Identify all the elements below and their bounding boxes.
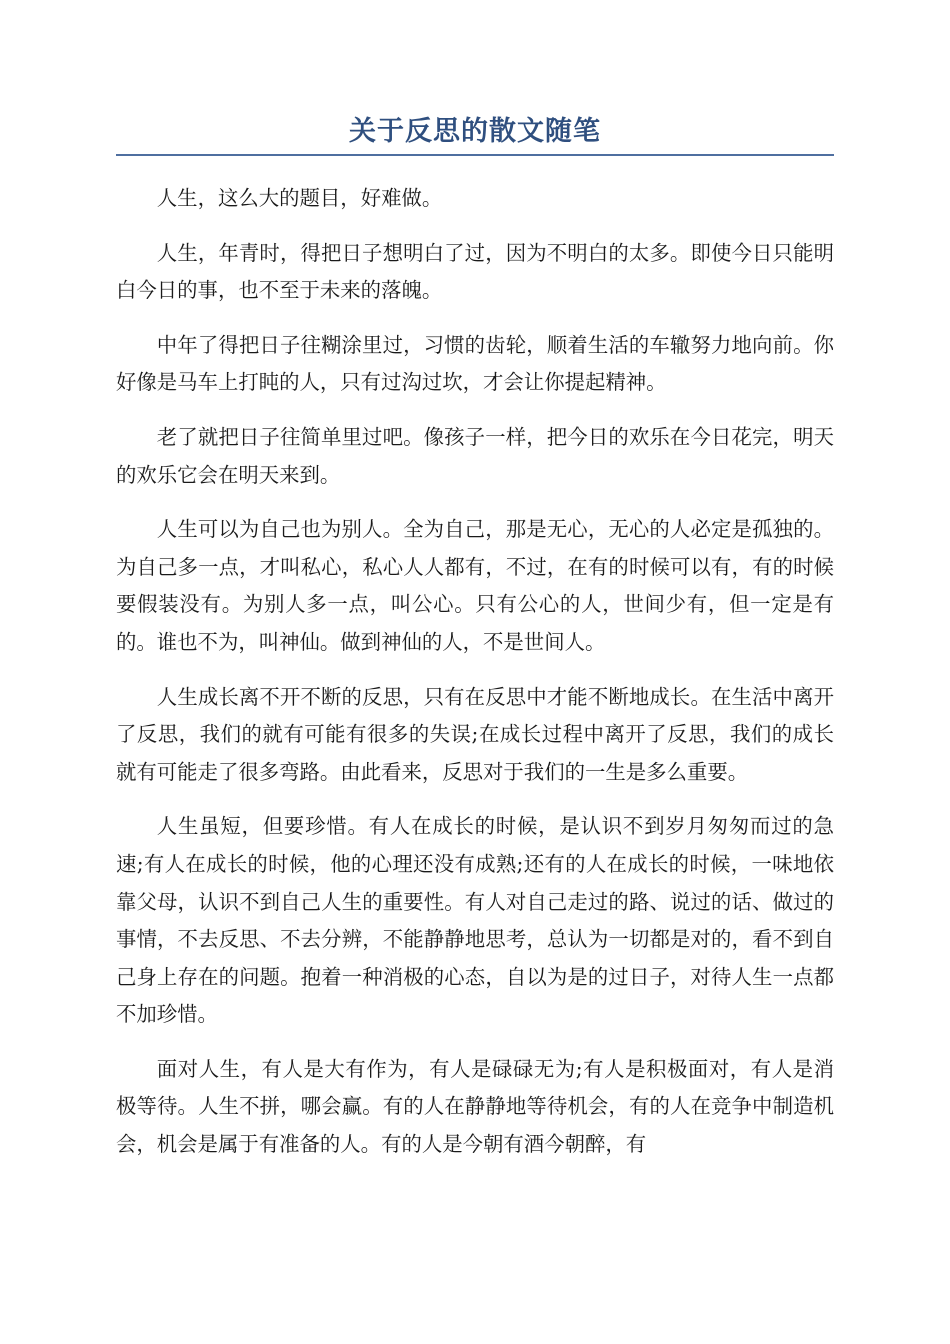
paragraph: 人生，这么大的题目，好难做。 bbox=[156, 186, 443, 210]
document-body bbox=[116, 180, 834, 1164]
paragraph: 人生，年青时，得把日子想明白了过，因为不明白的太多。即使今日只能明白今日的事，也不至于未来的落魄。 bbox=[116, 240, 834, 303]
paragraph: 面对人生，有人是大有作为，有人是碌碌无为;有人是积极面对，有人是消极等待。人生不拼，哪会赢。有的人在静静地等待机会，有的人在竞争中制造机会，机会是属于有准备的人。有的人是今朝有酒今朝醉，有 bbox=[116, 1056, 834, 1157]
paragraph: 人生可以为自己也为别人。全为自己，那是无心，无心的人必定是孤独的。为自己多一点，才叫私心，私心人人都有，不过，在有的时候可以有，有的时候要假装没有。为别人多一点，叫公心。只有公心的人，世间少有，但一定是有的。谁也不为，叫神仙。做到神仙的人，不是世间人。 bbox=[116, 517, 834, 654]
paragraph: 人生虽短，但要珍惜。有人在成长的时候，是认识不到岁月匆匆而过的急速;有人在成长的时候，他的心理还没有成熟;还有的人在成长的时候，一味地依靠父母，认识不到自己人生的重要性。有人对自己走过的路、说过的话、做过的事情，不去反思、不去分辨，不能静静地思考，总认为一切都是对的，看不到自己身上存在的问题。抱着一种消极的心态，自以为是的过日子，对待人生一点都不加珍惜。 bbox=[116, 814, 834, 1027]
paragraph: 老了就把日子往简单里过吧。像孩子一样，把今日的欢乐在今日花完，明天的欢乐它会在明天来到。 bbox=[116, 424, 834, 487]
document-title: 关于反思的散文随笔 bbox=[116, 112, 834, 156]
document-page bbox=[116, 112, 834, 1181]
paragraph: 中年了得把日子往糊涂里过，习惯的齿轮，顺着生活的车辙努力地向前。你好像是马车上打盹的人，只有过沟过坎，才会让你提起精神。 bbox=[116, 332, 834, 395]
paragraph: 人生成长离不开不断的反思，只有在反思中才能不断地成长。在生活中离开了反思，我们的就有可能有很多的失误;在成长过程中离开了反思，我们的成长就有可能走了很多弯路。由此看来，反思对于我们的一生是多么重要。 bbox=[116, 684, 834, 784]
